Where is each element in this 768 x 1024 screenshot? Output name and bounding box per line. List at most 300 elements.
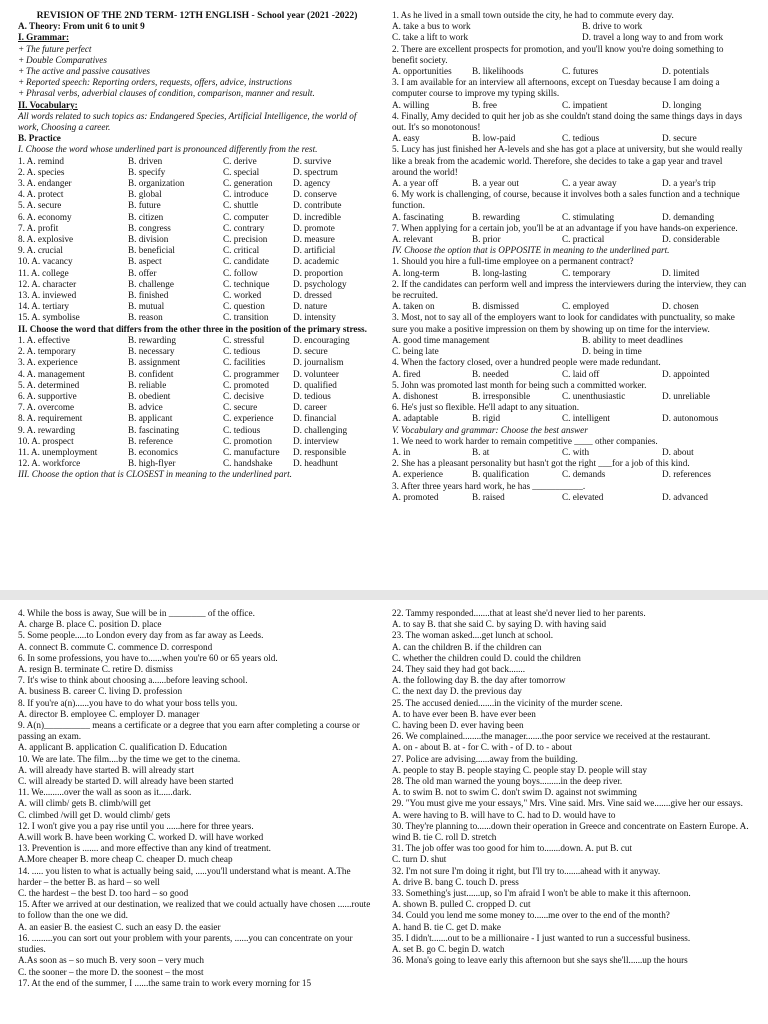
text-line: 11. We.........over the wall as soon as it......dark. xyxy=(18,787,192,798)
pronunciation-cell: 4. A. protect xyxy=(18,189,64,200)
practice-heading: B. Practice xyxy=(18,133,61,144)
options-row xyxy=(392,447,750,458)
pronunciation-row xyxy=(18,290,376,301)
pronunciation-cell: 14. A. tertiary xyxy=(18,301,70,312)
question-text: 1. Should you hire a full-time employee on a permanent contract? xyxy=(392,256,634,267)
text-line: 36. Mona's going to leave early this afternoon but she says she'll......up the hours xyxy=(392,955,688,966)
text-line: 29. "You must give me your essays," Mrs. Vine said. Mrs. Vine said we.......give her our essays. xyxy=(392,798,743,809)
text-line: 31. The job offer was too good for him to.......down. A. put B. cut xyxy=(392,843,633,854)
pronunciation-cell: 7. A. profit xyxy=(18,222,59,233)
question-text: 2. If the candidates can perform well and impress the interviewers during the interview, they can be recruited. xyxy=(392,278,747,301)
option: A. adaptable xyxy=(392,413,439,424)
option: D. appointed xyxy=(662,368,710,379)
text-line: A. shown B. pulled C. cropped D. cut xyxy=(392,899,531,910)
stress-cell: C. manufacture xyxy=(223,446,280,457)
pronunciation-cell: C. candidate xyxy=(223,256,269,267)
option: D. potentials xyxy=(662,66,709,77)
text-line: 32. I'm not sure I'm doing it right, but I'll try to.......ahead with it anyway. xyxy=(392,865,661,876)
option: B. rewarding xyxy=(472,211,520,222)
option: B. dismissed xyxy=(472,301,519,312)
stress-cell: 10. A. prospect xyxy=(18,435,74,446)
stress-cell: C. stressful xyxy=(223,334,265,345)
stress-cell: B. confident xyxy=(128,368,174,379)
pronunciation-row xyxy=(18,178,376,189)
stress-cell: B. economics xyxy=(128,446,179,457)
text-line: A. an easier B. the easiest C. such an easy D. the easier xyxy=(18,921,221,932)
text-line: A. on - about B. at - for C. with - of D. to - about xyxy=(392,742,572,753)
pronunciation-table xyxy=(18,156,376,324)
text-line: 17. At the end of the summer, I ......the same train to work every morning for 15 xyxy=(18,977,312,988)
option: B. a year out xyxy=(472,178,519,189)
question-text: 4. When the factory closed, over a hundred people were made redundant. xyxy=(392,357,661,368)
stress-cell: C. experience xyxy=(223,413,274,424)
text-line: A. the following day B. the day after tomorrow xyxy=(392,675,566,686)
option: D. limited xyxy=(662,267,700,278)
stress-cell: D. qualified xyxy=(293,379,337,390)
text-line: 16. .........you can sort out your problem with your parents, ......you can concentrate on your studies. xyxy=(18,932,353,955)
pronunciation-cell: C. critical xyxy=(223,245,260,256)
pronunciation-row xyxy=(18,245,376,256)
stress-row xyxy=(18,369,376,380)
option: A. good time management xyxy=(392,334,490,345)
plus-icon: + xyxy=(18,88,25,99)
stress-cell: B. rewarding xyxy=(128,334,176,345)
grammar-item xyxy=(18,44,376,55)
pronunciation-cell: 13. A. inviewed xyxy=(18,290,77,301)
pronunciation-cell: 6. A. economy xyxy=(18,211,72,222)
option: C. futures xyxy=(562,66,599,77)
text-line: C. the hardest – the best D. too hard – so good xyxy=(18,888,189,899)
pronunciation-cell: C. question xyxy=(223,301,265,312)
text-line: A.will work B. have been working C. worked D. will have worked xyxy=(18,832,264,843)
option: D. longing xyxy=(662,99,702,110)
pronunciation-cell: 2. A. species xyxy=(18,166,65,177)
question-text: 2. She has a pleasant personality but hasn't got the right ___for a job of this kind. xyxy=(392,458,690,469)
pronunciation-row xyxy=(18,200,376,211)
opposite-meaning-instruction: IV. Choose the option that is OPPOSITE in meaning to the underlined part. xyxy=(392,245,670,256)
stress-cell: D. challenging xyxy=(293,424,348,435)
option: B. free xyxy=(472,99,497,110)
text-line: 14. ..... you listen to what is actually being said, .....you'll understand what is meant. A.The harder – the better B. as hard – so well xyxy=(18,865,351,887)
option: D. a year's trip xyxy=(662,178,716,189)
pronunciation-cell: D. artificial xyxy=(293,245,336,256)
pronunciation-cell: C. transition xyxy=(223,312,269,323)
plus-icon: + xyxy=(18,66,25,77)
text-line: A. to swim B. not to swim C. don't swim D. against not swimming xyxy=(392,787,637,798)
stress-row xyxy=(18,425,376,436)
pronunciation-row xyxy=(18,234,376,245)
stress-cell: B. applicant xyxy=(128,413,173,424)
pronunciation-cell: B. division xyxy=(128,234,169,245)
options-row xyxy=(392,469,750,480)
text-line: 25. The accused denied.......in the vicinity of the murder scene. xyxy=(392,697,623,708)
grammar-item xyxy=(18,77,376,88)
options-row xyxy=(392,492,750,503)
option: A. taken on xyxy=(392,301,435,312)
question-text: 3. Most, not to say all of the employers want to look for candidates with punctuality, so make sure you make a positive impression on them by showing up on time for the interview. xyxy=(392,312,735,334)
option: C. unenthusiastic xyxy=(562,390,626,401)
option: D. references xyxy=(662,469,711,480)
options-row xyxy=(392,178,750,189)
text-line: 26. We complained........the manager.......the poor service we received at the restaurant. xyxy=(392,731,711,742)
grammar-item xyxy=(18,55,376,66)
pronunciation-cell: B. organization xyxy=(128,178,185,189)
text-line: 10. We are late. The film....by the time we get to the cinema. xyxy=(18,753,241,764)
option: A. opportunities xyxy=(392,66,452,77)
option: A. fascinating xyxy=(392,211,444,222)
options-row xyxy=(392,268,750,279)
option: A. willing xyxy=(392,99,430,110)
option: B. long-lasting xyxy=(472,267,527,278)
option: C. temporary xyxy=(562,267,611,278)
option: B. at xyxy=(472,446,490,457)
text-line: A.More cheaper B. more cheap C. cheaper D. much cheap xyxy=(18,854,233,865)
pronunciation-cell: B. global xyxy=(128,189,162,200)
stress-cell: 4. A. management xyxy=(18,368,85,379)
text-line: 24. They said they had got back....... xyxy=(392,664,526,675)
grammar-item-text: Reported speech: Reporting orders, requests, offers, advice, instructions xyxy=(26,77,292,88)
pronunciation-cell: B. challenge xyxy=(128,278,174,289)
options-row xyxy=(392,21,750,43)
text-line: A. to have ever been B. have ever been xyxy=(392,708,536,719)
text-line: C. the sooner – the more D. the soonest – the most xyxy=(18,966,204,977)
question-text: 2. There are excellent prospects for promotion, and you'll know you're doing something to benefit society. xyxy=(392,43,724,65)
text-line: A. director B. employee C. employer D. manager xyxy=(18,708,200,719)
stress-cell: D. career xyxy=(293,402,327,413)
text-line: A. resign B. terminate C. retire D. dismiss xyxy=(18,664,173,675)
text-line: A. applicant B. application C. qualification D. Education xyxy=(18,742,227,753)
pronunciation-cell: C. worked xyxy=(223,290,262,301)
option: D. autonomous xyxy=(662,413,719,424)
options-row xyxy=(392,133,750,144)
stress-cell: D. responsible xyxy=(293,446,347,457)
pronunciation-cell: D. psychology xyxy=(293,278,347,289)
stress-cell: D. secure xyxy=(293,346,328,357)
option: C. stimulating xyxy=(562,211,615,222)
stress-cell: B. reliable xyxy=(128,379,167,390)
text-line: 35. I didn't.......out to be a millionaire - I just wanted to run a successful business. xyxy=(392,932,691,943)
pronunciation-cell: C. shuttle xyxy=(223,200,259,211)
vocabulary-text: All words related to such topics as: Endangered Species, Artificial Intelligence, the world of work, Choosing a career. xyxy=(18,110,357,133)
pronunciation-cell: C. technique xyxy=(223,278,270,289)
option: C. being late xyxy=(392,346,439,357)
pronunciation-cell: D. agency xyxy=(293,178,331,189)
grammar-item-text: The active and passive causatives xyxy=(26,66,150,77)
text-line: 28. The old man warned the young boys.........in the deep river. xyxy=(392,776,623,787)
option: C. a year away xyxy=(562,178,617,189)
pronunciation-row xyxy=(18,223,376,234)
text-line: A. business B. career C. living D. profession xyxy=(18,686,183,697)
option: D. demanding xyxy=(662,211,715,222)
pronunciation-cell: C. computer xyxy=(223,211,269,222)
stress-cell: 5. A. determined xyxy=(18,379,80,390)
pronunciation-cell: D. contribute xyxy=(293,200,342,211)
option: C. impatient xyxy=(562,99,608,110)
stress-cell: B. advice xyxy=(128,402,163,413)
options-row xyxy=(392,413,750,424)
stress-row xyxy=(18,391,376,402)
page2-right-column xyxy=(392,608,750,967)
option: C. laid off xyxy=(562,368,600,379)
stress-row xyxy=(18,436,376,447)
stress-cell: B. necessary xyxy=(128,346,175,357)
pronunciation-cell: D. incredible xyxy=(293,211,341,222)
grammar-list xyxy=(18,44,376,100)
pronunciation-cell: B. reason xyxy=(128,312,163,323)
stress-cell: C. tedious xyxy=(223,346,261,357)
pronunciation-cell: B. specify xyxy=(128,166,166,177)
page-title: REVISION OF THE 2ND TERM- 12TH ENGLISH - School year (2021 -2022) xyxy=(36,10,358,21)
stress-cell: 7. A. overcome xyxy=(18,402,75,413)
text-line: A. set B. go C. begin D. watch xyxy=(392,944,505,955)
pronunciation-cell: C. follow xyxy=(223,267,258,278)
page2-left-column xyxy=(18,608,376,989)
pronunciation-cell: C. generation xyxy=(223,178,273,189)
options-row xyxy=(392,212,750,223)
option: A. fired xyxy=(392,368,421,379)
option: A. experience xyxy=(392,469,444,480)
question-text: 6. He's just so flexible. He'll adapt to any situation. xyxy=(392,402,580,413)
pronunciation-row xyxy=(18,167,376,178)
stress-row xyxy=(18,402,376,413)
option: D. being in time xyxy=(582,346,642,357)
pronunciation-row xyxy=(18,156,376,167)
pronunciation-row xyxy=(18,301,376,312)
stress-cell: 12. A. workforce xyxy=(18,458,81,469)
pronunciation-cell: D. survive xyxy=(293,155,332,166)
grammar-heading: I. Grammar: xyxy=(18,32,70,43)
stress-cell: B. obedient xyxy=(128,390,171,401)
option: D. secure xyxy=(662,133,697,144)
text-line: A. connect B. commute C. commence D. correspond xyxy=(18,641,213,652)
stress-cell: B. assignment xyxy=(128,357,181,368)
pronunciation-cell: D. promote xyxy=(293,222,335,233)
options-row xyxy=(392,369,750,380)
vocabulary-grammar-instruction: V. Vocabulary and grammar: Choose the best answer xyxy=(392,424,588,435)
option: A. dishonest xyxy=(392,390,438,401)
text-line: 9. A(n)__________ means a certificate or a degree that you earn after completing a course or passing an exam. xyxy=(18,720,360,742)
text-line: 30. They're planning to......down their operation in Greece and concentrate on Eastern Europe. A. wind B. tie C. roll D. stretch xyxy=(392,820,749,843)
pronunciation-cell: 8. A. explosive xyxy=(18,234,74,245)
option: D. unreliable xyxy=(662,390,710,401)
text-line: A. people to stay B. people staying C. people stay D. people will stay xyxy=(392,764,647,775)
option: A. a year off xyxy=(392,178,439,189)
text-line: 4. While the boss is away, Sue will be in ________ of the office. xyxy=(18,608,255,618)
pronunciation-cell: D. proportion xyxy=(293,267,344,278)
stress-cell: B. high-flyer xyxy=(128,458,176,469)
option: C. employed xyxy=(562,301,609,312)
question-text: 3. I am available for an interview all afternoons, except on Tuesday because I am doing a computer course to improve my typing skills. xyxy=(392,77,720,99)
pronunciation-cell: C. derive xyxy=(223,155,257,166)
text-line: C. the next day D. the previous day xyxy=(392,686,522,697)
option: C. practical xyxy=(562,234,605,245)
stress-cell: 9. A. rewarding xyxy=(18,424,76,435)
text-line: 33. Something's just......up, so I'm afraid I won't be able to make it this afternoon. xyxy=(392,888,691,899)
stress-row xyxy=(18,447,376,458)
stress-cell: D. headhunt xyxy=(293,458,338,469)
stress-row xyxy=(18,458,376,469)
pronunciation-cell: D. academic xyxy=(293,256,339,267)
plus-icon: + xyxy=(18,77,25,88)
pronunciation-cell: 5. A. secure xyxy=(18,200,62,211)
option: D. chosen xyxy=(662,301,699,312)
question-text: 5. Lucy has just finished her A-levels and she has got a place at university, but she would really like a break from the academic world. Therefore, she decides to take a gap year and travel around the world! xyxy=(392,144,743,177)
stress-cell: 3. A. experience xyxy=(18,357,78,368)
pronunciation-cell: 11. A. college xyxy=(18,267,69,278)
question-text: 7. When applying for a certain job, you'll be at an advantage if you have hands-on experience. xyxy=(392,222,738,233)
pronunciation-cell: B. beneficial xyxy=(128,245,175,256)
stress-cell: D. encouraging xyxy=(293,334,350,345)
stress-cell: 2. A. temporary xyxy=(18,346,76,357)
stress-cell: 1. A. effective xyxy=(18,334,70,345)
stress-cell: D. volunteer xyxy=(293,368,339,379)
text-line: A. will climb/ gets B. climb/will get xyxy=(18,798,151,809)
option: B. raised xyxy=(472,491,505,502)
stress-cell: C. facilities xyxy=(223,357,266,368)
stress-cell: C. tedious xyxy=(223,424,261,435)
vocabulary-heading: II. Vocabulary: xyxy=(18,99,78,110)
stress-cell: C. promotion xyxy=(223,435,273,446)
text-line: C. climbed /will get D. would climb/ gets xyxy=(18,809,171,820)
text-line: 5. Some people.....to London every day from as far away as Leeds. xyxy=(18,630,264,641)
options-row xyxy=(392,335,750,357)
option: D. travel a long way to and from work xyxy=(582,32,724,43)
stress-cell: D. journalism xyxy=(293,357,344,368)
text-line: 13. Prevention is ....... and more effective than any kind of treatment. xyxy=(18,843,271,854)
text-line: C. having been D. ever having been xyxy=(392,720,524,731)
options-row xyxy=(392,301,750,312)
option: B. drive to work xyxy=(582,21,643,32)
pronunciation-cell: C. special xyxy=(223,166,260,177)
question-text: 3. After three years hard work, he has ___________. xyxy=(392,480,586,491)
text-line: 22. Tammy responded.......that at least she'd never lied to her parents. xyxy=(392,608,646,618)
text-line: A.As soon as – so much B. very soon – very much xyxy=(18,955,205,966)
pronunciation-row xyxy=(18,189,376,200)
pronunciation-cell: D. spectrum xyxy=(293,166,338,177)
pronunciation-instruction: I. Choose the word whose underlined part is pronounced differently from the rest. xyxy=(18,144,318,155)
pronunciation-cell: B. offer xyxy=(128,267,157,278)
pronunciation-cell: 1. A. remind xyxy=(18,155,64,166)
stress-cell: C. decisive xyxy=(223,390,264,401)
pronunciation-cell: B. mutual xyxy=(128,301,165,312)
option: B. prior xyxy=(472,234,501,245)
pronunciation-row xyxy=(18,256,376,267)
pronunciation-cell: B. driven xyxy=(128,155,163,166)
pronunciation-cell: B. aspect xyxy=(128,256,162,267)
pronunciation-cell: D. dressed xyxy=(293,290,332,301)
pronunciation-cell: 3. A. endanger xyxy=(18,178,72,189)
pronunciation-row xyxy=(18,312,376,323)
stress-cell: D. interview xyxy=(293,435,339,446)
text-line: 7. It's wise to think about choosing a......before leaving school. xyxy=(18,675,248,686)
grammar-item xyxy=(18,88,376,99)
grammar-item-text: Double Comparatives xyxy=(26,54,107,65)
option: A. take a bus to work xyxy=(392,21,471,32)
pronunciation-row xyxy=(18,212,376,223)
option: A. promoted xyxy=(392,491,439,502)
option: B. low-paid xyxy=(472,133,516,144)
text-line: 8. If you're a(n)......you have to do what your boss tells you. xyxy=(18,697,238,708)
stress-cell: D. financial xyxy=(293,413,337,424)
text-line: C. turn D. shut xyxy=(392,854,447,865)
option: D. considerable xyxy=(662,234,720,245)
option: D. about xyxy=(662,446,694,457)
text-line: 27. Police are advising......away from the building. xyxy=(392,753,578,764)
stress-cell: B. reference xyxy=(128,435,173,446)
stress-instruction: II. Choose the word that differs from the other three in the position of the primary stress. xyxy=(18,323,367,334)
option: C. intelligent xyxy=(562,413,610,424)
option: B. irresponsible xyxy=(472,390,531,401)
stress-row xyxy=(18,335,376,346)
stress-cell: D. tedious xyxy=(293,390,331,401)
text-line: 34. Could you lend me some money to......me over to the end of the month? xyxy=(392,910,670,921)
option: C. demands xyxy=(562,469,606,480)
option: D. advanced xyxy=(662,491,708,502)
stress-cell: 8. A. requirement xyxy=(18,413,83,424)
stress-cell: C. programmer xyxy=(223,368,280,379)
pronunciation-cell: B. finished xyxy=(128,290,169,301)
stress-cell: 11. A. unemployment xyxy=(18,446,98,457)
question-text: 1. We need to work harder to remain competitive ____ other companies. xyxy=(392,435,658,446)
stress-cell: C. promoted xyxy=(223,379,269,390)
pronunciation-cell: B. citizen xyxy=(128,211,164,222)
option: A. relevant xyxy=(392,234,433,245)
option: A. easy xyxy=(392,133,420,144)
option: A. long-term xyxy=(392,267,440,278)
grammar-item xyxy=(18,66,376,77)
page1-left-column xyxy=(18,0,376,481)
pronunciation-cell: C. precision xyxy=(223,234,268,245)
pronunciation-cell: 15. A. symbolise xyxy=(18,312,80,323)
stress-row xyxy=(18,357,376,368)
pronunciation-row xyxy=(18,268,376,279)
theory-heading: A. Theory: From unit 6 to unit 9 xyxy=(18,21,145,32)
pronunciation-row xyxy=(18,279,376,290)
pronunciation-cell: 9. A. crucial xyxy=(18,245,63,256)
option: B. likelihoods xyxy=(472,66,524,77)
stress-table xyxy=(18,335,376,469)
question-text: 5. John was promoted last month for being such a committed worker. xyxy=(392,379,647,390)
text-line: A. can the children B. if the children can xyxy=(392,641,542,652)
page1-right-column xyxy=(392,10,750,503)
text-line: A. were having to B. will have to C. had to D. would have to xyxy=(392,809,616,820)
text-line: 23. The woman asked....get lunch at school. xyxy=(392,630,554,641)
option: B. qualification xyxy=(472,469,530,480)
question-text: 1. As he lived in a small town outside the city, he had to commute every day. xyxy=(392,10,674,20)
pronunciation-cell: D. conserve xyxy=(293,189,337,200)
pronunciation-cell: D. intensity xyxy=(293,312,336,323)
document-page-2 xyxy=(0,600,768,1024)
text-line: 15. After we arrived at our destination, we realized that we could actually have chosen ......route to follow than the one we did. xyxy=(18,899,371,921)
closest-meaning-instruction: III. Choose the option that is CLOSEST in meaning to the underlined part. xyxy=(18,469,292,480)
pronunciation-cell: 12. A. character xyxy=(18,278,77,289)
grammar-item-text: The future perfect xyxy=(26,43,92,54)
text-line: A. will already have started B. will already start xyxy=(18,764,195,775)
text-line: A. drive B. bang C. touch D. press xyxy=(392,876,519,887)
text-line: 6. In some professions, you have to......when you're 60 or 65 years old. xyxy=(18,652,278,663)
question-text: 4. Finally, Amy decided to quit her job as she couldn't stand doing the same things days in days out. It's so monotonous! xyxy=(392,110,743,133)
text-line: C. will already be started D. will already have been started xyxy=(18,776,234,787)
text-line: C. whether the children could D. could the children xyxy=(392,652,581,663)
pronunciation-cell: 10. A. vacancy xyxy=(18,256,73,267)
stress-row xyxy=(18,413,376,424)
stress-cell: C. secure xyxy=(223,402,258,413)
stress-row xyxy=(18,380,376,391)
stress-cell: 6. A. supportive xyxy=(18,390,77,401)
option: B. needed xyxy=(472,368,509,379)
text-line: A. charge B. place C. position D. place xyxy=(18,619,162,630)
text-line: A. to say B. that she said C. by saying D. with having said xyxy=(392,619,607,630)
